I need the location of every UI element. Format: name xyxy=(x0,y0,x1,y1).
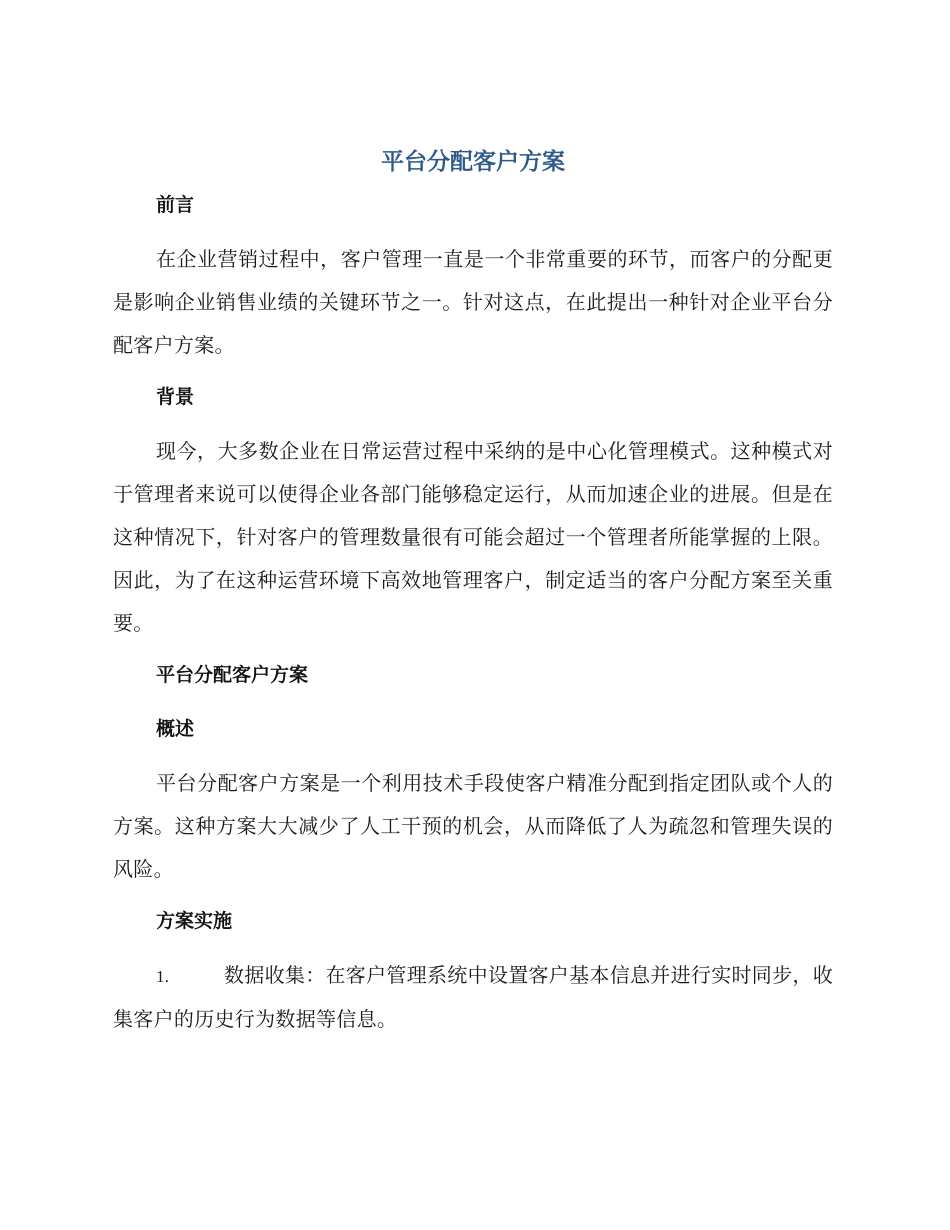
implementation-heading: 方案实施 xyxy=(156,910,233,932)
list-item-number: 1. xyxy=(156,967,170,986)
list-item xyxy=(113,954,833,1041)
overview-paragraph: 平台分配客户方案是一个利用技术手段使客户精准分配到指定团队或个人的方案。这种方案大大减少了人工干预的机会，从而降低了人为疏忽和管理失误的风险。 xyxy=(113,771,833,881)
preface-paragraph: 在企业营销过程中，客户管理一直是一个非常重要的环节，而客户的分配更是影响企业销售业绩的关键环节之一。针对这点，在此提出一种针对企业平台分配客户方案。 xyxy=(113,247,833,357)
plan-heading: 平台分配客户方案 xyxy=(156,664,309,686)
overview-heading: 概述 xyxy=(156,718,195,740)
document-title: 平台分配客户方案 xyxy=(381,149,565,175)
document-page xyxy=(113,140,833,1041)
background-paragraph: 现今，大多数企业在日常运营过程中采纳的是中心化管理模式。这种模式对于管理者来说可以使得企业各部门能够稳定运行，从而加速企业的进展。但是在这种情况下，针对客户的管理数量很有可能会超过一个管理者所能掌握的上限。因此，为了在这种运营环境下高效地管理客户，制定适当的客户分配方案至关重要。 xyxy=(113,439,833,635)
list-item-text: 数据收集：在客户管理系统中设置客户基本信息并进行实时同步，收集客户的历史行为数据等信息。 xyxy=(113,963,833,1031)
preface-heading: 前言 xyxy=(156,194,195,216)
background-heading: 背景 xyxy=(156,386,195,408)
